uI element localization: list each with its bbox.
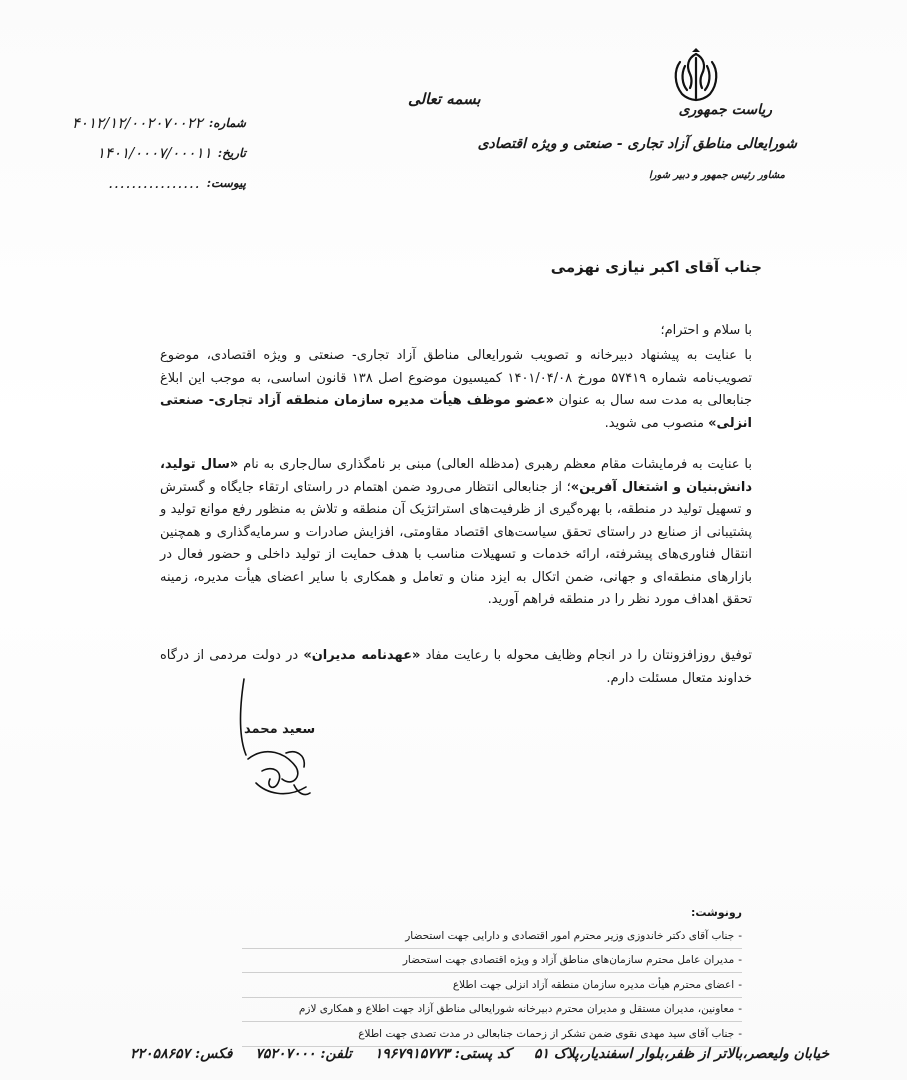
cc-item-text: مدیران عامل محترم سازمان‌های مناطق آزاد و ویژه اقتصادی جهت استحضار [402,954,735,967]
para1-bold: «عضو موظف هیأت مدیره سازمان منطقه آزاد تجاری- صنعتی انزلی» [160,393,752,431]
number-label: شماره: [208,116,246,130]
number-row [71,108,246,138]
handwritten-signature-icon [226,675,336,805]
para2-bold: «سال تولید، دانش‌بنیان و اشتغال آفرین» [160,457,752,495]
bismillah: بسمه تعالی [408,90,481,108]
para1-text-a: با عنایت به پیشنهاد دبیرخانه و تصویب شورایعالی مناطق آزاد تجاری- صنعتی و ویژه اقتصادی، موضوع تصویب‌نامه شماره ۵۷۴۱۹ مورخ ۱۴۰۱/۰۴/۰۸ کمیسیون موضوع اصل ۱۳۸ قانون اساسی، به موجب این ابلاغ جنابعالی به مدت سه سال به عنوان [160,348,752,408]
date-row [96,138,246,168]
cc-item: - اعضای محترم هیأت مدیره سازمان منطقه آزاد انزلی جهت اطلاع [242,973,742,998]
cc-item-text: جناب آقای سید مهدی نقوی ضمن تشکر از زحمات جنابعالی در مدت تصدی جهت اطلاع [358,1027,735,1040]
cc-title: رونوشت: [690,906,742,919]
para1-text-b: منصوب می شوید. [604,415,709,431]
cc-item: - معاونین، مدیران مستقل و مدیران محترم دبیرخانه شورایعالی مناطق آزاد جهت اطلاع و همکاری لازم [242,998,742,1023]
number-value: ۴۰۱۲/۱۲/۰۰۲۰۷۰۰۲۲ [71,114,203,132]
signer-name: سعید محمد [244,722,316,737]
footer-fax: فکس: ۲۲۰۵۸۶۵۷ [130,1046,233,1062]
para2-text-a: با عنایت به فرمایشات مقام معظم رهبری (مدظله العالی) مبنی بر نامگذاری سال‌جاری به نام [238,457,752,472]
attachment-label: پیوست: [206,176,246,190]
para2-text-b: ؛ از جنابعالی انتظار می‌رود ضمن اهتمام در راستای ارتقاء جایگاه و گسترش و تسهیل تولید در منطقه، با بهره‌گیری از ظرفیت‌های استراتژیک آن منطقه و تلاش به منظور رفع موانع تولید و پشتیبانی از صنایع در راستای تحقق سیاست‌های اقتصاد مقاومتی، افزایش صادرات و سرمایه‌گذاری و همچنین انتقال فناوری‌های پیشرفته، ارائه خدمات و تسهیلات مناسب با هدف حمایت از تولید داخلی و حضور فعال در بازارهای منطقه‌ای و جهانی، ضمن اتکال به ایزد منان و تعامل و همکاری با سایر اعضای هیأت مدیره، زمینه تحقق اهداف مورد نظر را در منطقه فراهم آورید. [160,479,752,607]
para3-text-a: توفیق روزافزونتان را در انجام وظایف محوله با رعایت مفاد [420,648,752,663]
cc-list [242,924,742,1047]
paragraph-expectations [160,454,752,612]
cc-item-text: معاونین، مدیران مستقل و مدیران محترم دبیرخانه شورایعالی مناطق آزاد جهت اطلاع و همکاری لازم [298,1003,735,1016]
footer-phone: تلفن: ۷۵۲۰۷۰۰۰ [255,1046,352,1062]
footer-address: خیابان ولیعصر،بالاتر از ظفر،بلوار اسفندیار،پلاک ۵۱ [534,1046,830,1062]
footer-postal: کد پستی: ۱۹۶۷۹۱۵۷۷۳ [374,1046,512,1062]
cc-item: - مدیران عامل محترم سازمان‌های مناطق آزاد و ویژه اقتصادی جهت استحضار [242,949,742,974]
footer-contact [112,1046,829,1062]
org-title: ریاست جمهوری [678,102,772,118]
attachment-row [96,168,246,198]
date-label: تاریخ: [217,146,246,160]
addressee: جناب آقای اکبر نیازی نهزمی [550,258,762,276]
letter-meta [71,108,246,198]
para3-text-b: در دولت مردمی از درگاه خداوند متعال مسئلت دارم. [160,648,752,686]
cc-item: - جناب آقای دکتر خاندوزی وزیر محترم امور اقتصادی و دارایی جهت استحضار [242,924,742,949]
paragraph-appointment [160,345,752,435]
cc-item-text: جناب آقای دکتر خاندوزی وزیر محترم امور اقتصادی و دارایی جهت استحضار [405,929,735,942]
para3-bold: «عهدنامه مدیران» [303,648,421,663]
cc-item-text: اعضای محترم هیأت مدیره سازمان منطقه آزاد انزلی جهت اطلاع [452,978,735,991]
date-value: ۱۴۰۱/۰۰۰۷/۰۰۰۱۱ [96,144,212,162]
cc-item: - جناب آقای سید مهدی نقوی ضمن تشکر از زحمات جنابعالی در مدت تصدی جهت اطلاع [242,1022,742,1047]
attachment-value: ................ [108,174,201,192]
iran-emblem-icon [668,48,724,106]
greeting: با سلام و احترام؛ [660,323,752,338]
council-name: شورایعالی مناطق آزاد تجاری - صنعتی و ویژه اقتصادی [477,136,797,152]
advisor-line: مشاور رئیس جمهور و دبیر شورا [648,170,785,181]
